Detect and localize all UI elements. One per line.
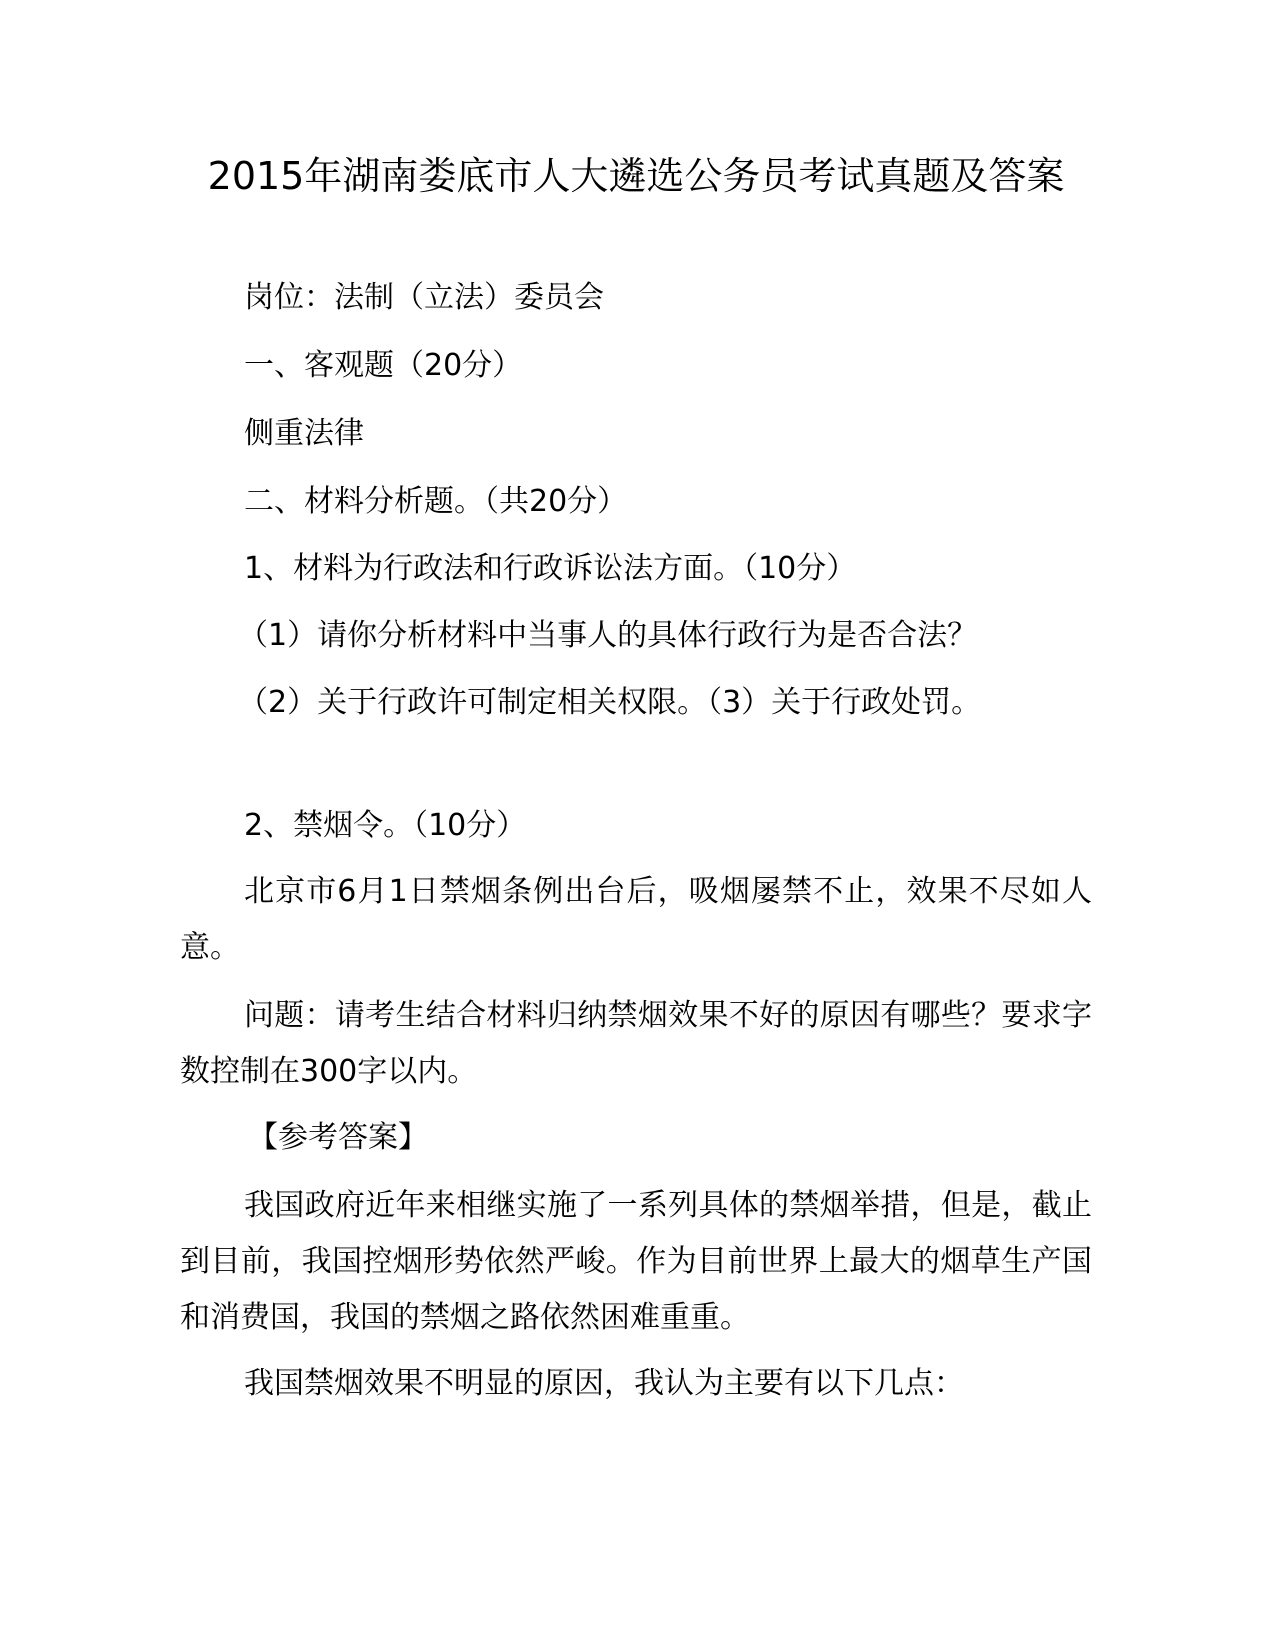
question1-heading: 1、材料为行政法和行政诉讼法方面。（10分） bbox=[244, 551, 857, 586]
answer-paragraph-1: 我国政府近年来相继实施了一系列具体的禁烟举措，但是，截止到目前，我国控烟形势依然严峻。作为目前世界上最大的烟草生产国和消费国，我国的禁烟之路依然困难重重。 bbox=[180, 1188, 1092, 1335]
question1-sub2-3: （2）关于行政许可制定相关权限。（3）关于行政处罚。 bbox=[238, 685, 982, 720]
question1-sub1: （1）请你分析材料中当事人的具体行政行为是否合法？ bbox=[238, 618, 978, 653]
answer-paragraph-2: 我国禁烟效果不明显的原因，我认为主要有以下几点： bbox=[244, 1366, 964, 1401]
question2-heading: 2、禁烟令。（10分） bbox=[244, 808, 527, 843]
section2-heading: 二、材料分析题。（共20分） bbox=[244, 484, 628, 519]
document-title: 2015年湖南娄底市人大遴选公务员考试真题及答案 bbox=[207, 154, 1065, 198]
section1-heading: 一、客观题（20分） bbox=[244, 348, 523, 383]
position-line: 岗位：法制（立法）委员会 bbox=[244, 280, 604, 315]
section1-note: 侧重法律 bbox=[244, 416, 364, 451]
answer-label: 【参考答案】 bbox=[248, 1120, 428, 1155]
question2-material: 北京市6月1日禁烟条例出台后，吸烟屡禁不止，效果不尽如人意。 bbox=[180, 874, 1092, 965]
question2-question: 问题：请考生结合材料归纳禁烟效果不好的原因有哪些？要求字数控制在300字以内。 bbox=[180, 998, 1092, 1089]
